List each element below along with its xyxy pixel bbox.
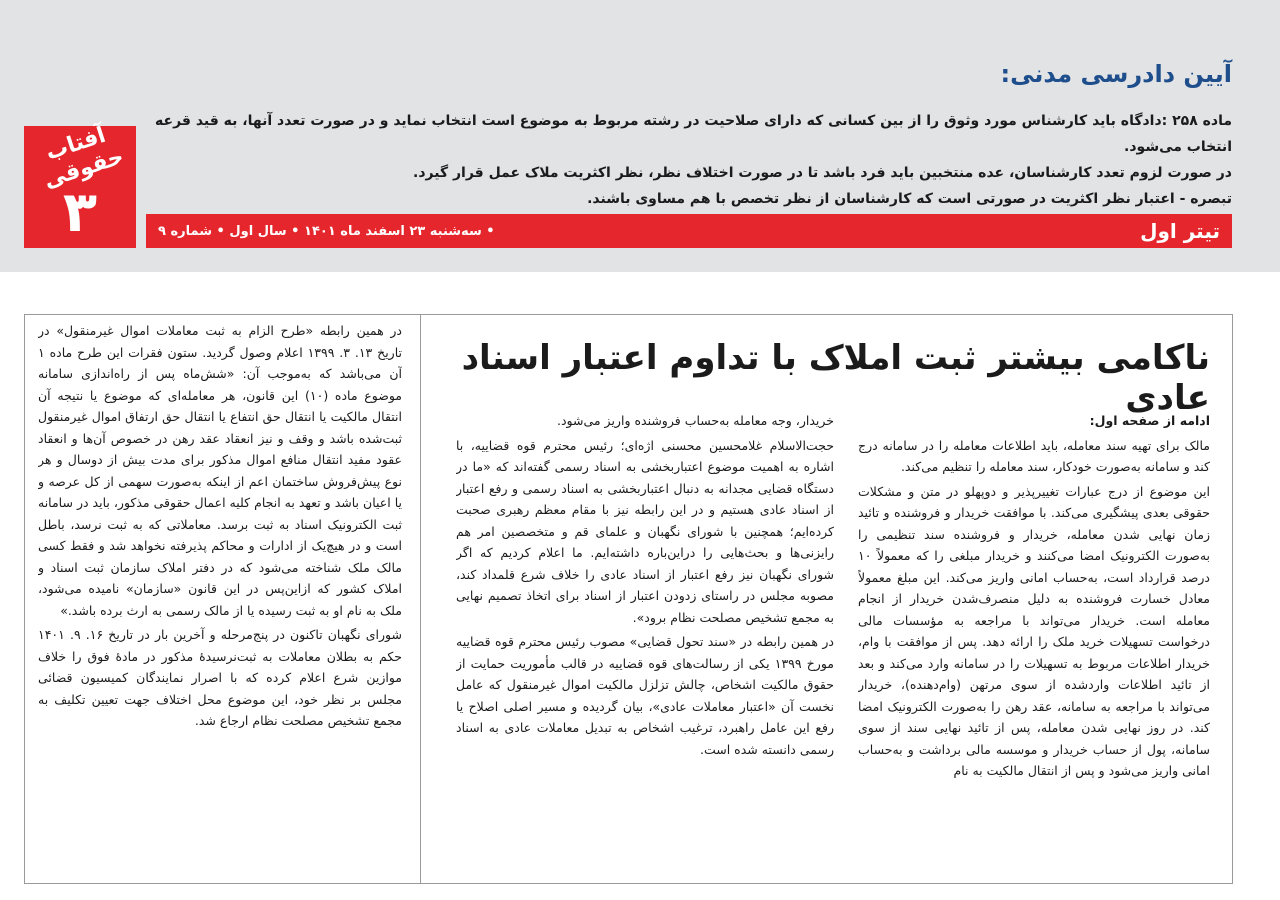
section-title: آیین دادرسی مدنی: xyxy=(1000,60,1232,88)
section-bar xyxy=(146,214,1232,248)
article-column-left xyxy=(38,320,402,872)
paragraph: حجت‌الاسلام غلامحسین محسنی اژه‌ای؛ رئیس محترم قوه قضاییه، با اشاره به اهمیت موضوع اعتباربخشی به اسناد رسمی گفته‌اند که «ما در دستگاه قضایی مجدانه به دنبال اعتباربخشی به اسناد رسمی و رفع اعتبار از اسناد عادی هستیم و در این رابطه نیز با مقام معظم رهبری صحبت کرده‌ایم؛ همچنین با شورای نگهبان و علمای قم و متخصصین امر هم رایزنی‌ها و بحث‌هایی را دراین‌باره داشته‌ایم. ما اعلام کردیم که اگر شورای نگهبان نیز رفع اعتبار از اسناد عادی را خلاف شرع قلمداد کند، مصوبه مجلس در راستای زدودن اعتبار از اسناد برای اتخاذ تصمیم نهایی به مجمع تشخیص مصلحت نظام برود». xyxy=(456,437,834,625)
logo-name: آفتاب حقوقی xyxy=(40,122,127,194)
publication-logo xyxy=(24,122,136,248)
law-excerpt xyxy=(152,108,1232,212)
page-number: ۳ xyxy=(62,180,98,245)
paragraph: خریدار، وجه معامله به‌حساب فروشنده واریز می‌شود. xyxy=(557,413,834,428)
paragraph: در همین رابطه «طرح الزام به ثبت معاملات اموال غیرمنقول» در تاریخ ۱۳. ۳. ۱۳۹۹ اعلام وصول گردید. ستون فقرات این طرح ماده ۱ آن می‌باشد که به‌موجب آن: «شش‌ماه پس از راه‌اندازی سامانه موضوع ماده (۱۰) این قانون، هر معامله‌ای که موضوع یا نتیجه آن انتقال مالکیت یا انتقال حق انتفاع یا انتقال حق ارتفاق اموال غیرمنقول ثبت‌شده باشد و وقف و نیز انعقاد عقد رهن در خصوص آن‌ها و انعقاد عقود مفید انتقال منافع اموال مذکور برای مدت بیش از دوسال و هر نوع پیش‌فروش ساختمان اعم از اینکه به‌صورت سهمی از کل عرصه و یا اعیان باشد و تعهد به انجام کلیه اعمال حقوقی مذکور، باید در سامانه ثبت الکترونیک اسناد به ثبت برسد. معاملاتی که به ثبت نرسد، باطل است و در هیچ‌یک از ادارات و محاکم پذیرفته نخواهد شد و فقط کسی مالک ملک شناخته می‌شود که در دفتر املاک سازمان ثبت اسناد و املاک کشور که ازاین‌پس در این قانون «سازمان» نامیده می‌شود، ملک به نام او به ثبت رسیده یا از مالک رسمی به ارث برده باشد.» xyxy=(38,323,402,618)
continuation-label: ادامه از صفحه اول: xyxy=(1089,413,1210,428)
paragraph: شورای نگهبان تاکنون در پنج‌مرحله و آخرین بار در تاریخ ۱۶. ۹. ۱۴۰۱ حکم به بطلان معاملات به ثبت‌نرسیدهٔ مذکور در مادهٔ فوق را خلاف موازین شرع اعلام کرده که با اصرار نمایندگان کمیسیون قضائی مجلس بر نظر خود، این موضوع محل اختلاف جهت تعیین تکلیف به مجمع تشخیص مصلحت نظام ارجاع شد. xyxy=(38,627,402,728)
article-headline: ناکامی بیشتر ثبت املاک با تداوم اعتبار اسناد عادی xyxy=(461,338,1210,418)
paragraph: مالک برای تهیه سند معامله، باید اطلاعات معامله را در سامانه درج کند و سامانه به‌صورت خودکار، سند معامله را تنظیم می‌کند. xyxy=(858,437,1210,474)
article-column-middle xyxy=(456,410,834,872)
law-line: در صورت لزوم تعدد کارشناسان، عده منتخبین باید فرد باشد تا در صورت اختلاف نظر، نظر اکثریت ملاک عمل قرار گیرد. xyxy=(413,165,1232,181)
paragraph: در همین رابطه در «سند تحول قضایی» مصوب رئیس محترم قوه قضاییه مورخ ۱۳۹۹ یکی از رسالت‌های قوه قضاییه در قالب مأموریت حمایت از حقوق مالکیت اشخاص، چالش تزلزل مالکیت اموال غیرمنقول که عامل نخست آن «اعتبار معاملات عادی»، بیان گردیده و مسیر اصلی اصلاح یا رفع این عامل راهبرد، ترغیب اشخاص به تبدیل معاملات عادی به اسناد رسمی دانسته شده است. xyxy=(456,634,834,757)
article-column-right xyxy=(858,410,1210,872)
law-line: ماده ۲۵۸ :دادگاه باید کارشناس مورد وثوق را از بین کسانی که دارای صلاحیت در رشته مربوط به موضوع است انتخاب نماید و در صورت تعدد آنها، به قید قرعه انتخاب می‌شود. xyxy=(155,113,1232,155)
law-line: تبصره - اعتبار نظر اکثریت در صورتی است که کارشناسان از نظر تخصص با هم مساوی باشند. xyxy=(587,191,1232,207)
bar-title: تیتر اول xyxy=(1140,219,1220,243)
issue-info: • سه‌شنبه ۲۳ اسفند ماه ۱۴۰۱ • سال اول • شماره ۹ xyxy=(158,223,495,239)
paragraph: این موضوع از درج عبارات تغییرپذیر و دوپهلو در متن و مشکلات حقوقی بعدی پیشگیری می‌کند. با موافقت خریدار و فروشنده و تائید زمان نهایی شدن معامله، خریدار و فروشنده سند تنظیمی را به‌صورت الکترونیک امضا می‌کنند و خریدار مبلغی را که معمولاً ۱۰ درصد قرارداد است، به‌حساب امانی واریز می‌کند. این مبلغ معمولاً معادل خسارت فروشنده به دلیل منصرف‌شدن خریدار از انجام معامله است. خریدار می‌تواند با مراجعه به مؤسسات مالی درخواست تسهیلات خرید ملک را ارائه دهد. پس از موافقت با وام، خریدار اطلاعات مربوط به تسهیلات را در سامانه وارد می‌کند و بعد از تائید اطلاعات واردشده از سوی مرتهن (وام‌دهنده)، خریدار می‌تواند با مراجعه به سامانه، عقد رهن را به‌صورت الکترونیک امضا کند. در روز نهایی شدن معامله، پس از تائید نهایی سند از سوی سامانه، پول از حساب خریدار و موسسه مالی برداشت و به‌حساب امانی واریز می‌شود و پس از انتقال مالکیت به نام xyxy=(858,483,1210,778)
